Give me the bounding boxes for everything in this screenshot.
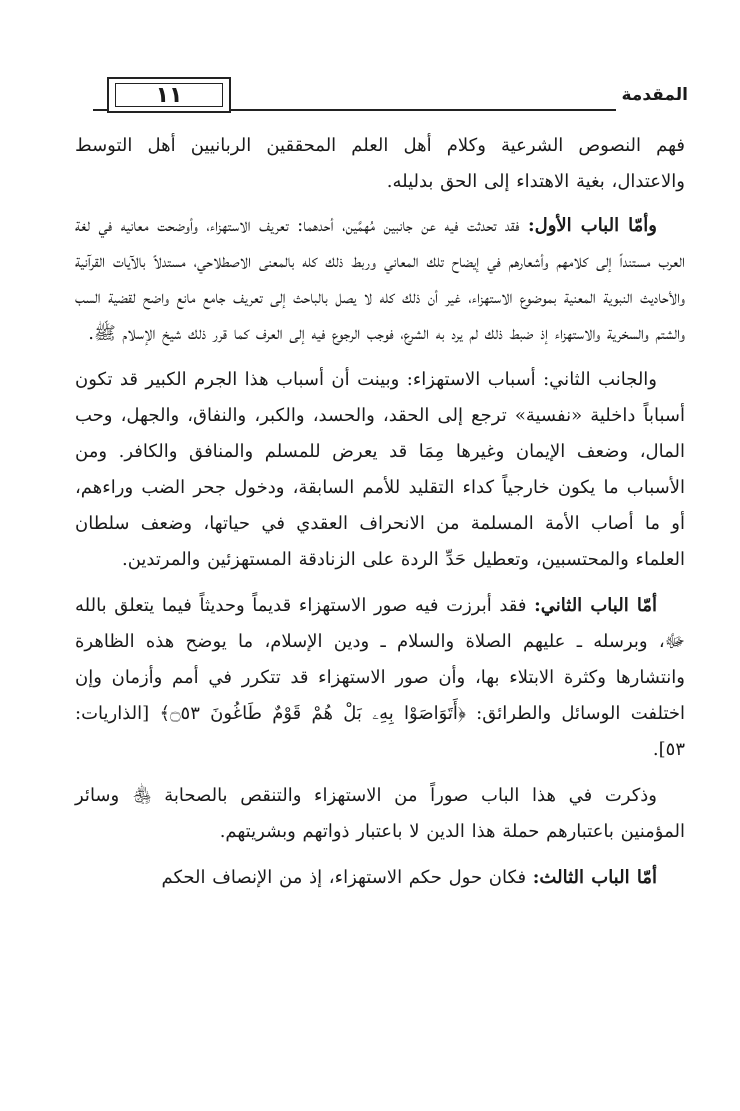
paragraph-3 xyxy=(75,362,685,578)
paragraph-2-text: فقد تحدثت فيه عن جانبين مُهمَّين، أحدهما: تعريف الاستهزاء، وأوضحت معانيه في لغة العرب مستنداً إلى كلامهم وأشعارهم في إيضاح تلك المعاني وربط ذلك كله بالمعنى الاصطلاحي، مستدلاً بالآيات القرآنية والأحاديث النبوية المعنية بموضوع الاستهزاء، غير أن ذلك كله لا يصل بالباحث إلى تعريف جامع مانع واضح لقضية السب والشتم والسخرية والاستهزاء إذ ضبط ذلك لم يرد به الشرع، فوجب الرجوع فيه إلى العرف كما قرر ذلك شيخ الإسلام ﷺ. xyxy=(75,215,685,344)
paragraph-1 xyxy=(75,128,685,200)
paragraph-6-lead: أمّا الباب الثالث: xyxy=(532,867,657,888)
paragraph-6 xyxy=(75,860,685,896)
paragraph-2-lead: وأمّا الباب الأول: xyxy=(528,215,657,236)
paragraph-6-text: فكان حول حكم الاستهزاء، إذ من الإنصاف الحكم xyxy=(161,867,533,888)
page-number-box xyxy=(107,77,231,113)
paragraph-5 xyxy=(75,778,685,850)
header-rule-right xyxy=(231,109,616,111)
body-text xyxy=(75,128,685,906)
paragraph-4-lead: أمّا الباب الثاني: xyxy=(534,595,657,616)
paragraph-1-text: فهم النصوص الشرعية وكلام أهل العلم المحققين الربانيين أهل التوسط والاعتدال، بغية الاهتداء إلى الحق بدليله. xyxy=(75,135,685,192)
page-number: ١١ xyxy=(115,83,223,107)
header-title: المقدمة xyxy=(621,85,688,105)
paragraph-3-text: والجانب الثاني: أسباب الاستهزاء: وبينت أن أسباب هذا الجرم الكبير قد تكون أسباباً داخلية «نفسية» ترجع إلى الحقد، والحسد، والكبر، والنفاق، والجهل، وحب المال، وضعف الإيمان وغيرها مِمَا قد يعرض للمسلم والمنافق والكافر. ومن الأسباب ما يكون خارجياً كداء التقليد للأمم السابقة، ودخول جحر الضب وراءهم، أو ما أصاب الأمة المسلمة من الانحراف العقدي في حياتها، وضعف سلطان العلماء والمحتسبين، وتعطيل حَدِّ الردة على الزنادقة المستهزئين والمرتدين. xyxy=(75,369,685,570)
paragraph-5-text: وذكرت في هذا الباب صوراً من الاستهزاء والتنقص بالصحابة ﵃ وسائر المؤمنين باعتبارهم حملة هذا الدين لا باعتبار ذواتهم وبشريتهم. xyxy=(75,785,685,842)
paragraph-4 xyxy=(75,588,685,768)
page-header xyxy=(60,75,688,120)
paragraph-2 xyxy=(75,208,685,352)
paragraph-4-text: فقد أبرزت فيه صور الاستهزاء قديماً وحديثاً فيما يتعلق بالله ﷻ، وبرسله ـ عليهم الصلاة والسلام ـ ودين الإسلام، ما يوضح هذه الظاهرة وانتشارها وكثرة الابتلاء بها، وأن صور الاستهزاء قد تتكرر في أمم وأزمان وإن اختلفت الوسائل والطرائق: ﴿أَتَوَاصَوْا بِهِۦ بَلْ هُمْ قَوْمٌ طَاغُونَ ۝٥٣﴾ [الذاريات: ٥٣]. xyxy=(75,595,686,760)
